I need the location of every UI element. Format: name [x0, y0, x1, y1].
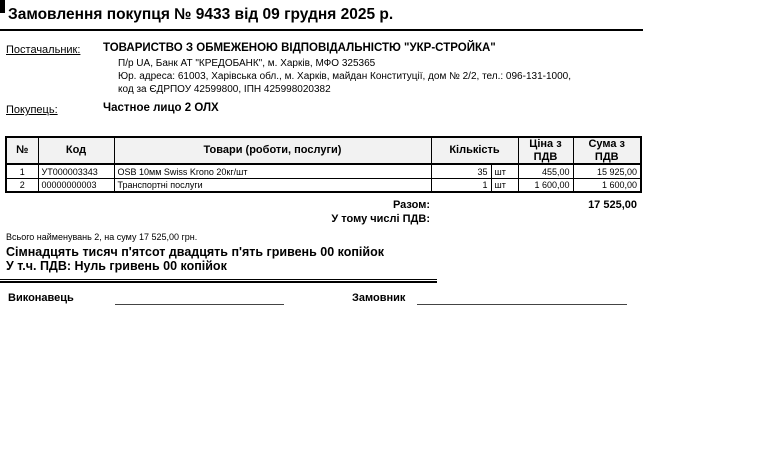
- document-title: Замовлення покупця № 9433 від 09 грудня 2025 р.: [8, 6, 394, 23]
- cell-price: 455,00: [518, 164, 573, 178]
- cell-num: 2: [6, 178, 38, 192]
- total-value: 17 525,00: [588, 199, 637, 211]
- items-table: [5, 136, 642, 193]
- cell-goods: Транспортні послуги: [114, 178, 431, 192]
- header-qty: Кількість: [431, 137, 518, 164]
- cell-qty: 1: [431, 178, 491, 192]
- header-num: №: [6, 137, 38, 164]
- executor-signature-label: Виконавець: [8, 292, 74, 304]
- cell-sum: 1 600,00: [573, 178, 641, 192]
- executor-signature-line: [115, 304, 284, 305]
- table-header-row: [6, 137, 641, 164]
- header-code: Код: [38, 137, 114, 164]
- customer-signature-line: [417, 304, 627, 305]
- cell-sum: 15 925,00: [573, 164, 641, 178]
- buyer-name: Частное лицо 2 ОЛХ: [103, 102, 219, 114]
- header-goods: Товари (роботи, послуги): [114, 137, 431, 164]
- cell-num: 1: [6, 164, 38, 178]
- cell-goods: OSB 10мм Swiss Krono 20кг/шт: [114, 164, 431, 178]
- text-cursor-artifact: [0, 0, 5, 13]
- title-underline-rule: [0, 29, 643, 31]
- footer-divider-rule: [0, 279, 437, 283]
- table-row: [6, 164, 641, 178]
- supplier-label: Постачальник:: [6, 44, 81, 56]
- total-label: Разом:: [392, 199, 430, 211]
- supplier-bank-details: П/р UA, Банк АТ "КРЕДОБАНК", м. Харків, МФО 325365: [118, 58, 376, 69]
- customer-signature-label: Замовник: [352, 292, 406, 304]
- amount-in-words: Сімнадцять тисяч п'ятсот двадцять п'ять гривень 00 копійок: [6, 245, 384, 259]
- cell-price: 1 600,00: [518, 178, 573, 192]
- header-price: Ціна з ПДВ: [518, 137, 573, 164]
- supplier-name: ТОВАРИСТВО З ОБМЕЖЕНОЮ ВІДПОВІДАЛЬНІСТЮ "УКР-СТРОЙКА": [103, 42, 496, 54]
- cell-unit: шт: [491, 178, 518, 192]
- supplier-address: Юр. адреса: 61003, Харівська обл., м. Харків, майдан Конституції, дом № 2/2, тел.: 096-131-1000,: [118, 71, 571, 82]
- buyer-label: Покупець:: [6, 104, 58, 116]
- cell-unit: шт: [491, 164, 518, 178]
- vat-in-words: У т.ч. ПДВ: Нуль гривень 00 копійок: [6, 259, 227, 273]
- supplier-tax-codes: код за ЄДРПОУ 42599800, ІПН 425998020382: [118, 84, 331, 95]
- table-row: [6, 178, 641, 192]
- cell-qty: 35: [431, 164, 491, 178]
- vat-total-label: У тому числі ПДВ:: [331, 213, 430, 225]
- cell-code: 00000000003: [38, 178, 114, 192]
- items-count-summary: Всього найменувань 2, на суму 17 525,00 грн.: [6, 232, 198, 242]
- header-sum: Сума з ПДВ: [573, 137, 641, 164]
- cell-code: УТ000003343: [38, 164, 114, 178]
